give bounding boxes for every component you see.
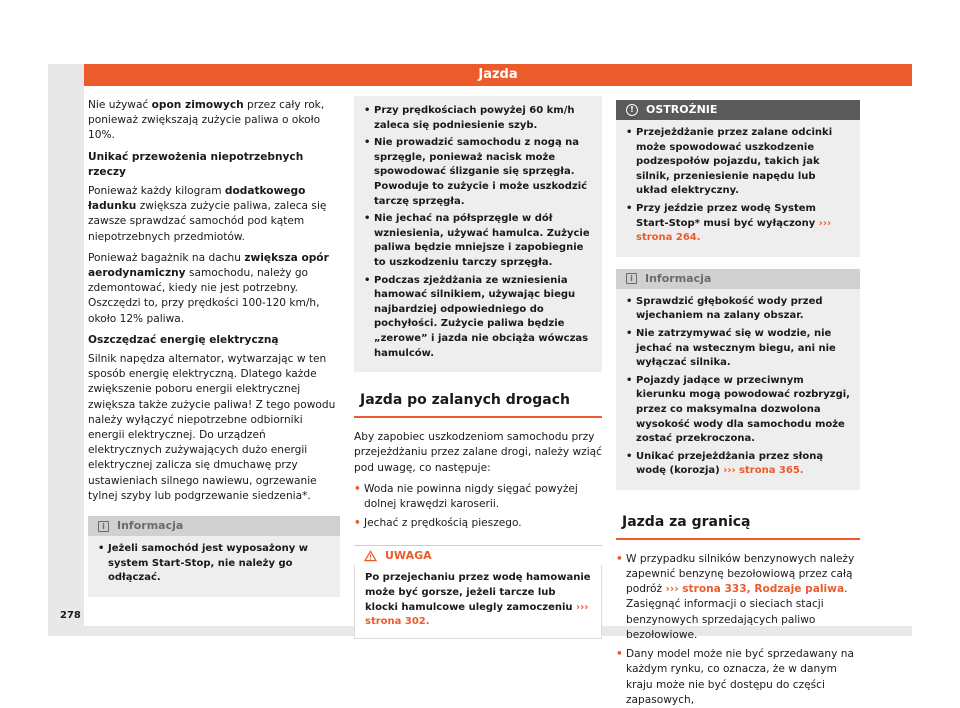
info-box bbox=[88, 516, 340, 597]
tips-box bbox=[354, 96, 602, 372]
caution-box bbox=[616, 100, 860, 257]
paragraph: Silnik napędza alternator, wytwarzając w ten sposób energię elektryczną. Dlatego każde zwiększenie poboru energii elektrycznej zwiększa także zużycie paliwa! Z tego powodu należy wyłączyć niepotrzebne odbiorniki energii elektrycznej. Do urządzeń elektrycznych zużywających dużo energii elektrycznej zalicza się dmuchawę przy ustawieniach silnego nawiewu, ogrzewanie tylnej szyby lub podgrzewanie siedzenia*. bbox=[88, 353, 336, 502]
info-item: • Nie zatrzymywać się w wodzie, nie jechać na wstecznym biegu, ani nie wyłączać silnika. bbox=[626, 327, 850, 371]
section-title: Jazda po zalanych drogach bbox=[354, 392, 602, 418]
info-item: • Sprawdzić głębokość wody przed wjechaniem na zalany obszar. bbox=[626, 295, 850, 324]
warning-box-header: UWAGA bbox=[354, 545, 602, 565]
page-content bbox=[84, 86, 912, 706]
info-item: • Unikać przejeżdżania przez słoną wodę (korozja) ››› strona 365. bbox=[626, 450, 850, 479]
section-title: Jazda za granicą bbox=[616, 514, 860, 540]
subheading: Unikać przewożenia niepotrzebnych rzeczy bbox=[88, 150, 304, 178]
info-box-body bbox=[88, 536, 340, 597]
paragraph: Aby zapobiec uszkodzeniom samochodu przy przejeżdżaniu przez zalane drogi, należy wziąć pod uwagę, co następuje: bbox=[354, 431, 602, 474]
list-item: • Dany model może nie być sprzedawany na każdym rynku, co oznacza, że w danym kraju może nie być dostępu do części zapasowych, bbox=[616, 647, 860, 708]
caution-box-body bbox=[616, 120, 860, 257]
tip-item: • Nie prowadzić samochodu z nogą na sprzęgle, ponieważ nacisk może spowodować ślizganie się sprzęgła. Powoduje to zużycie i może uszkodzić tarczę sprzęgła. bbox=[364, 136, 592, 209]
info-box bbox=[616, 269, 860, 490]
info-icon: i bbox=[98, 521, 109, 532]
caution-box-header: ! OSTROŻNIE bbox=[616, 100, 860, 120]
list-item: • W przypadku silników benzynowych należy zapewnić benzynę bezołowiową przez całą podróż ››› strona 333, Rodzaje paliwa. Zasięgnąć informacji o sieciach stacji benzynowych sprzedających paliwo bezołowiowe. bbox=[616, 552, 860, 643]
page-header: Jazda bbox=[84, 64, 912, 86]
info-item: • Pojazdy jadące w przeciwnym kierunku mogą powodować rozbryzgi, przez co maksymalna dozwolona wysokość wody dla samochodu może zostać przekroczona. bbox=[626, 374, 850, 447]
warning-box-body: Po przejechaniu przez wodę hamowanie może być gorsze, jeżeli tarcze lub klocki hamulcowe ulegly zamoczeniu ››› strona 302. bbox=[354, 565, 602, 638]
tip-item: • Nie jechać na półsprzęgle w dół wzniesienia, używać hamulca. Zużycie paliwa będzie mniejsze i zapobiegnie to uszkodzeniu tarczy sprzęgła. bbox=[364, 212, 592, 270]
caution-item: • Przy jeździe przez wodę System Start-Stop* musi być wyłączony ››› strona 264. bbox=[626, 202, 850, 246]
page-reference-link[interactable]: ››› strona 365. bbox=[723, 465, 804, 477]
paragraph: Nie używać opon zimowych przez cały rok, ponieważ zwiększają zużycie paliwa o około 10%. bbox=[88, 99, 325, 142]
tips-box-body bbox=[354, 96, 602, 372]
column-middle bbox=[354, 86, 602, 639]
tip-item: • Przy prędkościach powyżej 60 km/h zaleca się podniesienie szyb. bbox=[364, 104, 592, 133]
warning-box bbox=[354, 545, 602, 638]
info-box-body bbox=[616, 289, 860, 490]
info-box-header: i Informacja bbox=[616, 269, 860, 289]
paragraph: Ponieważ bagażnik na dachu zwiększa opór aerodynamiczny samochodu, należy go zdemontować, kiedy nie jest potrzebny. Oszczędzi to, przy prędkości 100-120 km/h, około 12% paliwa. bbox=[88, 251, 329, 325]
subheading: Oszczędzać energię elektryczną bbox=[88, 333, 279, 346]
list-item: • Jechać z prędkością pieszego. bbox=[354, 516, 602, 531]
paragraph: Ponieważ każdy kilogram dodatkowego ładunku zwiększa zużycie paliwa, zaleca się zawsze sprawdzać samochód pod kątem niepotrzebnych przedmiotów. bbox=[88, 185, 327, 243]
page-number: 278 bbox=[60, 610, 81, 621]
list-item: • Woda nie powinna nigdy sięgać powyżej dolnej krawędzi karoserii. bbox=[354, 482, 602, 512]
info-item: • Jeżeli samochód jest wyposażony w system Start-Stop, nie należy go odłączać. bbox=[98, 542, 330, 586]
page-reference-link[interactable]: ››› strona 264. bbox=[636, 217, 832, 244]
column-right bbox=[616, 86, 860, 708]
column-left bbox=[88, 86, 340, 597]
warning-icon bbox=[364, 550, 377, 562]
tip-item: • Podczas zjeżdżania ze wzniesienia hamować silnikiem, używając biegu najbardziej odpowiedniego do pochyłości. Zużycie paliwa będzie „zerowe” i jazda nie obciąża wówczas hamulców. bbox=[364, 274, 592, 362]
caution-icon: ! bbox=[626, 104, 638, 116]
info-box-header: i Informacja bbox=[88, 516, 340, 536]
info-icon: i bbox=[626, 273, 637, 284]
page-reference-link[interactable]: ››› strona 302. bbox=[365, 601, 589, 628]
page-reference-link[interactable]: ››› strona 333, Rodzaje paliwa bbox=[665, 583, 845, 596]
caution-item: • Przejeżdżanie przez zalane odcinki może spowodować uszkodzenie podzespołów pojazdu, takich jak silnik, przeniesienie napędu lub układ elektryczny. bbox=[626, 126, 850, 199]
